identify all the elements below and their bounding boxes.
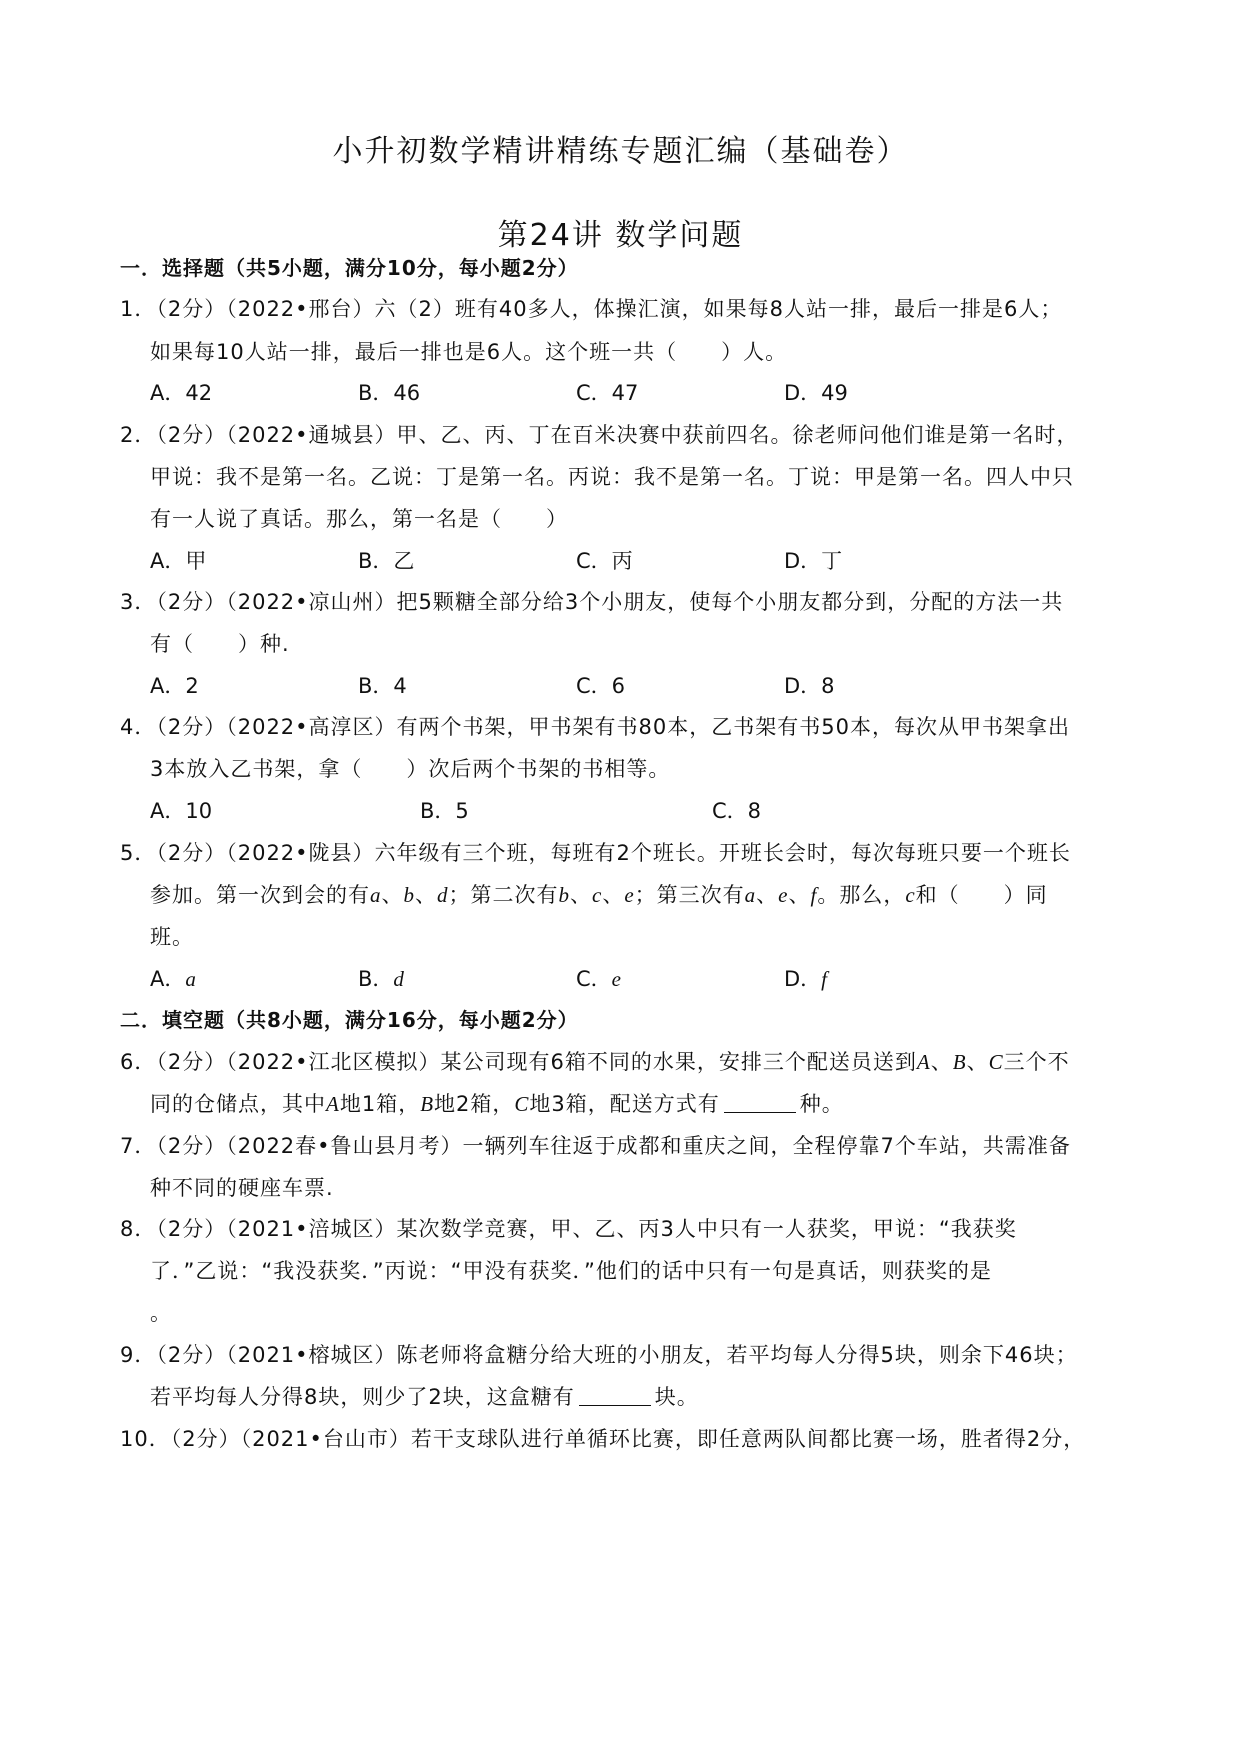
q1-option-a: A．42 (150, 381, 213, 405)
question-9-line-2: 若平均每人分得8块，则少了2块，这盒糖有 块。 (150, 1385, 699, 1409)
question-3-line-1: 3．（2分）（2022•凉山州）把5颗糖全部分给3个小朋友，使每个小朋友都分到，分配的方法一共 (120, 590, 1064, 614)
q3-option-a: A．2 (150, 674, 199, 698)
q3-option-d: D．8 (784, 674, 835, 698)
q3-option-b: B．4 (358, 674, 407, 698)
question-5-line-1: 5．（2分）（2022•陇县）六年级有三个班，每班有2个班长。开班长会时，每次每班只要一个班长 (120, 841, 1071, 865)
q1-option-d: D．49 (784, 381, 848, 405)
q2-option-a: A．甲 (150, 549, 207, 573)
question-7-line-1: 7．（2分）（2022春•鲁山县月考）一辆列车往返于成都和重庆之间，全程停靠7个车站，共需准备 (120, 1134, 1071, 1158)
q5-option-b: B．d (358, 967, 404, 991)
question-3-line-2: 有（ ）种. (150, 632, 290, 656)
question-2-line-2: 甲说：我不是第一名。乙说：丁是第一名。丙说：我不是第一名。丁说：甲是第一名。四人中只 (150, 465, 1074, 489)
q4-option-b: B．5 (420, 799, 469, 823)
q5-option-d: D．f (784, 967, 828, 991)
lecture-title: 第24讲 数学问题 (497, 218, 744, 253)
question-4-line-1: 4．（2分）（2022•高淳区）有两个书架，甲书架有书80本，乙书架有书50本，每次从甲书架拿出 (120, 715, 1070, 739)
q9-answer-blank[interactable] (579, 1385, 651, 1406)
q3-option-c: C．6 (576, 674, 626, 698)
q4-option-a: A．10 (150, 799, 213, 823)
question-2-line-1: 2．（2分）（2022•通城县）甲、乙、丙、丁在百米决赛中获前四名。徐老师问他们谁是第一名时， (120, 423, 1079, 447)
question-2-line-3: 有一人说了真话。那么，第一名是（ ） (150, 507, 568, 531)
q6-answer-blank[interactable] (724, 1092, 796, 1113)
q5-option-a: A．a (150, 967, 196, 991)
question-8-line-2: 了．”乙说：“我没获奖．”丙说：“甲没有获奖．”他们的话中只有一句是真话，则获奖的是 (150, 1259, 992, 1283)
question-1-line-2: 如果每10人站一排，最后一排也是6人。这个班一共（ ）人。 (150, 340, 788, 364)
question-8-line-1: 8．（2分）（2021•涪城区）某次数学竞赛，甲、乙、丙3人中只有一人获奖，甲说：“我获奖 (120, 1217, 1017, 1241)
section-heading-fill: 二．填空题（共8小题，满分16分，每小题2分） (120, 1008, 579, 1032)
question-10-line-1: 10．（2分）（2021•台山市）若干支球队进行单循环比赛，即任意两队间都比赛一场，胜者得2分， (120, 1427, 1086, 1451)
q2-option-c: C．丙 (576, 549, 633, 573)
q5-option-c: C．e (576, 967, 621, 991)
question-4-line-2: 3本放入乙书架，拿（ ）次后两个书架的书相等。 (150, 757, 671, 781)
q4-option-c: C．8 (712, 799, 762, 823)
q1-option-b: B．46 (358, 381, 421, 405)
q2-option-b: B．乙 (358, 549, 415, 573)
question-8-line-3: 。 (150, 1301, 172, 1325)
question-6-line-2: 同的仓储点，其中A地1箱，B地2箱，C地3箱，配送方式有 种。 (150, 1092, 844, 1116)
question-5-line-2: 参加。第一次到会的有a、b、d；第二次有b、c、e；第三次有a、e、f。那么，c和（ ）同 (150, 883, 1048, 907)
question-7-line-2: 种不同的硬座车票. (150, 1176, 334, 1200)
question-9-line-1: 9．（2分）（2021•榕城区）陈老师将盒糖分给大班的小朋友，若平均每人分得5块，则余下46块； (120, 1343, 1078, 1367)
document-title: 小升初数学精讲精练专题汇编（基础卷） (332, 134, 909, 169)
question-1-line-1: 1．（2分）（2022•邢台）六（2）班有40多人，体操汇演，如果每8人站一排，最后一排是6人； (120, 297, 1063, 321)
question-5-line-3: 班。 (150, 925, 194, 949)
section-heading-choice: 一．选择题（共5小题，满分10分，每小题2分） (120, 256, 579, 280)
q1-option-c: C．47 (576, 381, 639, 405)
question-6-line-1: 6．（2分）（2022•江北区模拟）某公司现有6箱不同的水果，安排三个配送员送到A、B、C三个不 (120, 1050, 1070, 1074)
q2-option-d: D．丁 (784, 549, 843, 573)
